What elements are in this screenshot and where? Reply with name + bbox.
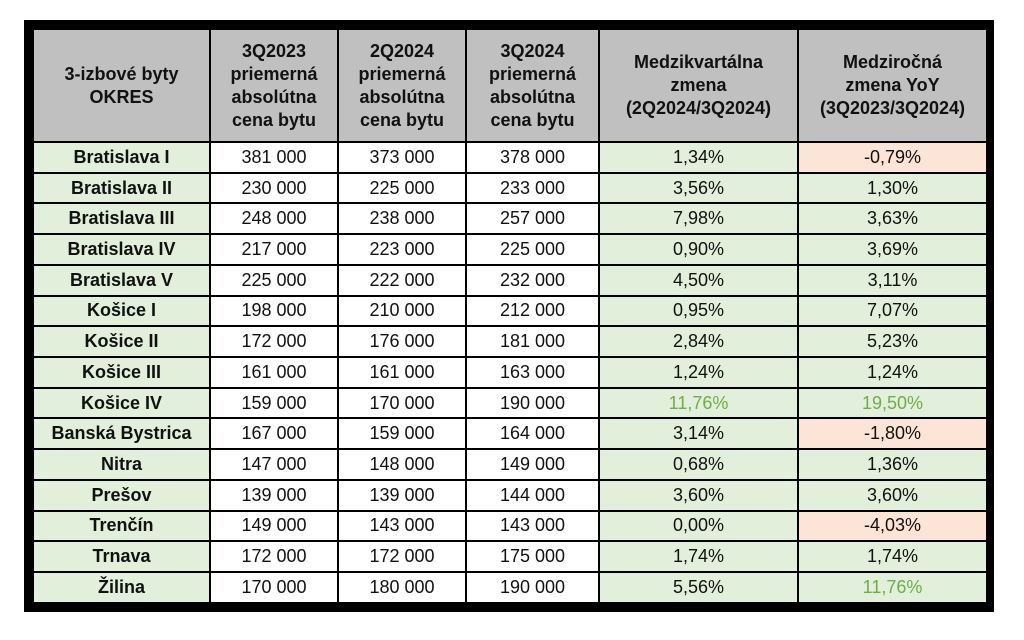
table-body — [33, 142, 987, 603]
header-line: priemerná — [230, 63, 318, 84]
header-line: cena bytu — [359, 109, 445, 130]
header-line: 3Q2024 — [500, 40, 565, 61]
header-okres — [33, 29, 210, 142]
cell-2q2024-price: 143 000 — [338, 511, 466, 542]
cell-region: Bratislava IV — [33, 234, 210, 265]
cell-qoq-change: 3,14% — [599, 418, 798, 449]
cell-3q2023-price: 139 000 — [210, 480, 338, 511]
header-line: zmena YoY — [845, 75, 940, 95]
cell-3q2023-price: 161 000 — [210, 357, 338, 388]
cell-2q2024-price: 225 000 — [338, 173, 466, 204]
table-row — [33, 418, 987, 449]
header-line: 3Q2023 — [241, 40, 307, 61]
cell-qoq-change: 4,50% — [599, 265, 798, 296]
header-line: cena bytu — [490, 109, 575, 130]
cell-yoy-change: 7,07% — [798, 296, 987, 327]
header-line: priemerná — [488, 63, 577, 84]
cell-3q2024-price: 190 000 — [466, 388, 599, 419]
cell-region: Bratislava III — [33, 203, 210, 234]
cell-3q2024-price: 257 000 — [466, 203, 599, 234]
cell-region: Bratislava I — [33, 142, 210, 173]
cell-3q2024-price: 181 000 — [466, 326, 599, 357]
header-qoq-change — [599, 29, 798, 142]
cell-2q2024-price: 139 000 — [338, 480, 466, 511]
cell-3q2023-price: 170 000 — [210, 572, 338, 603]
cell-yoy-change: 3,11% — [798, 265, 987, 296]
header-line: absolútna — [231, 86, 317, 107]
cell-2q2024-price: 223 000 — [338, 234, 466, 265]
cell-3q2024-price: 233 000 — [466, 173, 599, 204]
cell-3q2024-price: 163 000 — [466, 357, 599, 388]
cell-2q2024-price: 373 000 — [338, 142, 466, 173]
header-yoy-change — [798, 29, 987, 142]
cell-region: Košice I — [33, 296, 210, 327]
cell-qoq-change: 2,84% — [599, 326, 798, 357]
cell-qoq-change: 0,00% — [599, 511, 798, 542]
header-line: 3-izbové byty — [64, 63, 179, 84]
cell-3q2023-price: 230 000 — [210, 173, 338, 204]
header-line: Medziročná — [842, 52, 943, 72]
cell-yoy-change: 1,74% — [798, 541, 987, 572]
table-row — [33, 234, 987, 265]
cell-region: Banská Bystrica — [33, 418, 210, 449]
table-row — [33, 511, 987, 542]
cell-qoq-change: 0,90% — [599, 234, 798, 265]
cell-qoq-change: 3,60% — [599, 480, 798, 511]
cell-3q2023-price: 167 000 — [210, 418, 338, 449]
table-row — [33, 388, 987, 419]
header-2q2024-price — [338, 29, 466, 142]
header-line: absolútna — [359, 86, 445, 107]
cell-qoq-change: 0,68% — [599, 449, 798, 480]
header-line: 2Q2024 — [369, 40, 435, 61]
cell-3q2023-price: 172 000 — [210, 541, 338, 572]
cell-qoq-change: 5,56% — [599, 572, 798, 603]
cell-qoq-change: 0,95% — [599, 296, 798, 327]
cell-3q2024-price: 378 000 — [466, 142, 599, 173]
table-row — [33, 541, 987, 572]
cell-yoy-change: 3,63% — [798, 203, 987, 234]
cell-region: Prešov — [33, 480, 210, 511]
cell-3q2024-price: 225 000 — [466, 234, 599, 265]
cell-yoy-change: -4,03% — [798, 511, 987, 542]
table-header — [33, 29, 987, 142]
price-table-frame — [24, 20, 994, 612]
header-line: (2Q2024/3Q2024) — [625, 98, 772, 118]
cell-3q2023-price: 198 000 — [210, 296, 338, 327]
header-line: absolútna — [489, 86, 575, 107]
cell-2q2024-price: 222 000 — [338, 265, 466, 296]
cell-qoq-change: 1,74% — [599, 541, 798, 572]
cell-qoq-change: 3,56% — [599, 173, 798, 204]
cell-qoq-change: 11,76% — [599, 388, 798, 419]
cell-yoy-change: 1,36% — [798, 449, 987, 480]
header-line: OKRES — [89, 86, 154, 107]
table-row — [33, 265, 987, 296]
cell-3q2024-price: 149 000 — [466, 449, 599, 480]
cell-3q2024-price: 164 000 — [466, 418, 599, 449]
cell-3q2023-price: 225 000 — [210, 265, 338, 296]
cell-2q2024-price: 210 000 — [338, 296, 466, 327]
cell-region: Bratislava II — [33, 173, 210, 204]
cell-3q2024-price: 190 000 — [466, 572, 599, 603]
table-row — [33, 326, 987, 357]
cell-yoy-change: 5,23% — [798, 326, 987, 357]
cell-region: Trnava — [33, 541, 210, 572]
cell-2q2024-price: 176 000 — [338, 326, 466, 357]
cell-2q2024-price: 180 000 — [338, 572, 466, 603]
cell-region: Žilina — [33, 572, 210, 603]
cell-3q2024-price: 232 000 — [466, 265, 599, 296]
cell-2q2024-price: 161 000 — [338, 357, 466, 388]
table-row — [33, 142, 987, 173]
cell-2q2024-price: 172 000 — [338, 541, 466, 572]
header-3q2023-price — [210, 29, 338, 142]
header-row — [33, 29, 987, 142]
cell-yoy-change: 11,76% — [798, 572, 987, 603]
cell-3q2024-price: 212 000 — [466, 296, 599, 327]
cell-2q2024-price: 159 000 — [338, 418, 466, 449]
cell-yoy-change: -0,79% — [798, 142, 987, 173]
cell-region: Košice II — [33, 326, 210, 357]
table-row — [33, 203, 987, 234]
cell-2q2024-price: 170 000 — [338, 388, 466, 419]
cell-2q2024-price: 148 000 — [338, 449, 466, 480]
table-row — [33, 357, 987, 388]
header-3q2024-price — [466, 29, 599, 142]
cell-yoy-change: 1,24% — [798, 357, 987, 388]
cell-3q2023-price: 381 000 — [210, 142, 338, 173]
cell-qoq-change: 1,34% — [599, 142, 798, 173]
cell-3q2023-price: 172 000 — [210, 326, 338, 357]
price-table — [32, 28, 988, 604]
header-line: priemerná — [358, 63, 446, 84]
cell-3q2024-price: 175 000 — [466, 541, 599, 572]
cell-3q2023-price: 149 000 — [210, 511, 338, 542]
cell-region: Košice IV — [33, 388, 210, 419]
cell-yoy-change: 3,69% — [798, 234, 987, 265]
cell-region: Nitra — [33, 449, 210, 480]
cell-3q2024-price: 144 000 — [466, 480, 599, 511]
cell-region: Košice III — [33, 357, 210, 388]
cell-yoy-change: -1,80% — [798, 418, 987, 449]
table-row — [33, 449, 987, 480]
cell-3q2023-price: 147 000 — [210, 449, 338, 480]
cell-region: Bratislava V — [33, 265, 210, 296]
cell-qoq-change: 1,24% — [599, 357, 798, 388]
table-row — [33, 173, 987, 204]
header-line: (3Q2023/3Q2024) — [819, 98, 966, 118]
header-line: cena bytu — [231, 109, 317, 130]
header-line: zmena — [670, 75, 727, 95]
table-row — [33, 572, 987, 603]
header-line: Medzikvartálna — [633, 52, 764, 72]
cell-yoy-change: 3,60% — [798, 480, 987, 511]
cell-3q2023-price: 159 000 — [210, 388, 338, 419]
cell-2q2024-price: 238 000 — [338, 203, 466, 234]
cell-yoy-change: 19,50% — [798, 388, 987, 419]
table-row — [33, 480, 987, 511]
cell-yoy-change: 1,30% — [798, 173, 987, 204]
cell-3q2023-price: 217 000 — [210, 234, 338, 265]
table-row — [33, 296, 987, 327]
cell-qoq-change: 7,98% — [599, 203, 798, 234]
cell-3q2023-price: 248 000 — [210, 203, 338, 234]
cell-3q2024-price: 143 000 — [466, 511, 599, 542]
cell-region: Trenčín — [33, 511, 210, 542]
